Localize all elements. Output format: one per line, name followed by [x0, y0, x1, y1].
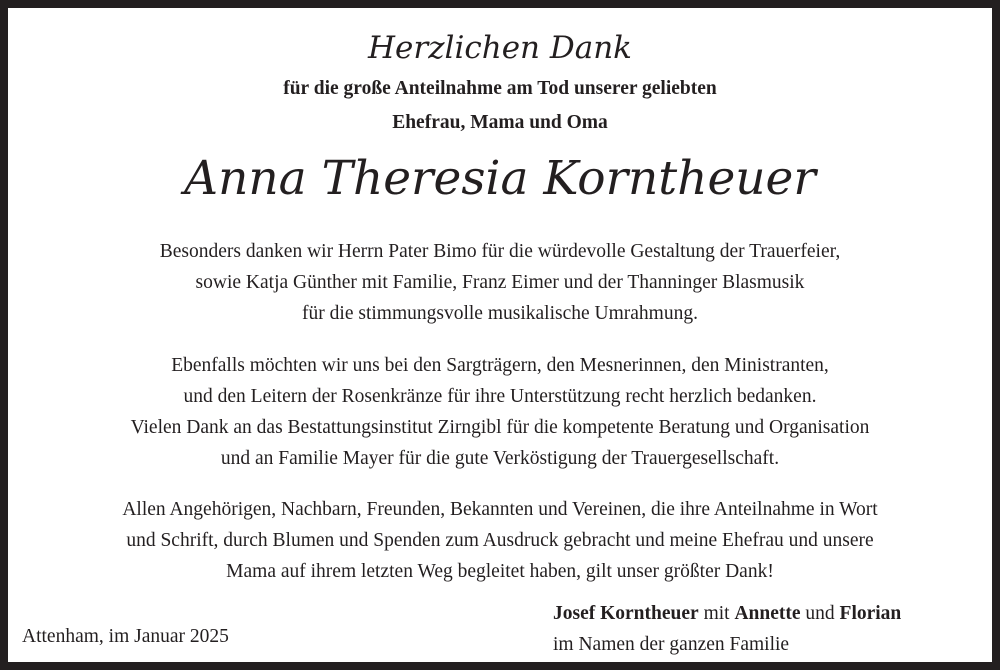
signature-block — [553, 598, 901, 660]
subtitle-line-2: Ehefrau, Mama und Oma — [392, 112, 608, 133]
signer-name: Annette — [734, 603, 801, 624]
text-line: Besonders danken wir Herrn Pater Bimo für die würdevolle Gestaltung der Trauerfeier, — [159, 241, 841, 262]
text-line: sowie Katja Günther mit Familie, Franz Eimer und der Thanninger Blasmusik — [195, 272, 805, 293]
place-date: Attenham, im Januar 2025 — [22, 626, 229, 647]
text-line: und Schrift, durch Blumen und Spenden zum Ausdruck gebracht und meine Ehefrau und unsere — [126, 530, 874, 551]
text-line: Vielen Dank an das Bestattungsinstitut Zirngibl für die kompetente Beratung und Organisation — [130, 417, 870, 438]
text-line: Ebenfalls möchten wir uns bei den Sargträgern, den Mesnerinnen, den Ministranten, — [171, 355, 829, 376]
conjunction: mit — [698, 603, 735, 624]
text-line: Mama auf ihrem letzten Weg begleitet haben, gilt unser größter Dank! — [226, 561, 774, 582]
thanks-paragraph-3 — [8, 494, 992, 587]
signer-name: Florian — [839, 603, 902, 624]
signature-family-line: im Namen der ganzen Familie — [553, 634, 790, 655]
text-line: für die stimmungsvolle musikalische Umrahmung. — [302, 303, 698, 324]
text-line: und an Familie Mayer für die gute Verköstigung der Trauergesellschaft. — [220, 448, 780, 469]
deceased-name: Anna Theresia Korntheuer — [184, 151, 816, 206]
thanks-paragraph-2 — [8, 350, 992, 474]
obituary-notice — [8, 8, 992, 662]
text-line: Allen Angehörigen, Nachbarn, Freunden, Bekannten und Vereinen, die ihre Anteilnahme in Wort — [122, 499, 878, 520]
conjunction: und — [800, 603, 840, 624]
thanks-paragraph-1 — [8, 236, 992, 329]
text-line: und den Leitern der Rosenkränze für ihre Unterstützung recht herzlich bedanken. — [183, 386, 817, 407]
signature-names — [553, 598, 901, 629]
notice-title: Herzlichen Dank — [368, 30, 632, 66]
signer-name: Josef Korntheuer — [553, 603, 699, 624]
subtitle-line-1: für die große Anteilnahme am Tod unserer geliebten — [283, 78, 717, 99]
